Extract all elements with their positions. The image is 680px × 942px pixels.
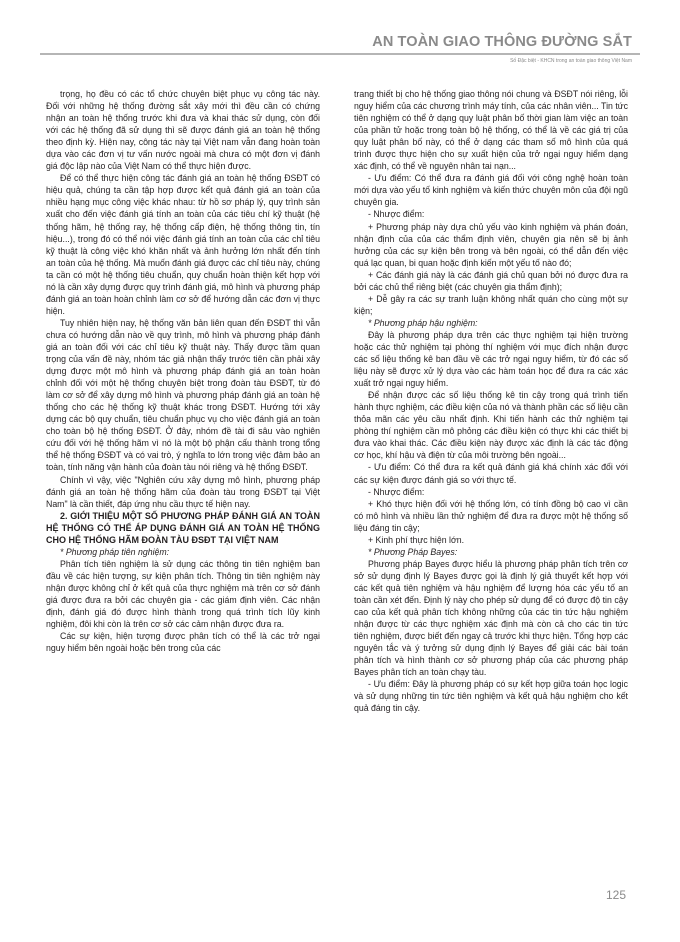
paragraph: Các sự kiện, hiện tượng được phân tích có thể là các trở ngại nguy hiểm bên ngoài hoặc bên trong của các	[46, 631, 320, 654]
paragraph: - Nhược điểm:	[368, 486, 425, 497]
paragraph: trọng, họ đều có các tổ chức chuyên biệt phục vụ công tác này. Đối với những hệ thống đường sắt xây mới thì đều cần có chứng nhận an toàn hệ thống trước khi đưa và khai thác sử dụng, còn đối với các hệ thống đã sử dụng thì sẽ được đánh giá an toàn hệ thống theo định kỳ. Hiện nay, công tác này tại Việt nam vẫn đang hoàn toàn dựa vào các đơn vị tư vấn nước ngoài mà chưa có một đơn vị đánh giá độc lập nào của Việt Nam có thể thực hiện được.	[46, 89, 320, 172]
method-subheading: * Phương pháp tiên nghiệm:	[60, 546, 170, 557]
paragraph: - Ưu điểm: Đây là phương pháp có sự kết hợp giữa toán học logic và sử dụng những tin tức tiên nghiệm và kết quả hậu nghiệm cho kết quả đáng tin cậy.	[354, 679, 628, 714]
header-rule	[40, 53, 640, 55]
section-title: AN TOÀN GIAO THÔNG ĐƯỜNG SẮT	[372, 34, 632, 50]
header-subtitle: Số Đặc biệt - KHCN trong an toàn giao thông Việt Nam	[510, 58, 632, 64]
paragraph: - Ưu điểm: Có thể đưa ra đánh giá đối với công nghệ hoàn toàn mới dựa vào yếu tố kinh nghiệm và kiến thức chuyên môn của đội ngũ chuyên gia.	[354, 173, 628, 208]
left-column	[46, 88, 320, 654]
paragraph: Để có thể thực hiện công tác đánh giá an toàn hệ thống ĐSĐT có hiệu quả, chúng ta cần tập hợp được kết quả đánh giá an toàn của nhiều hạng mục công việc khác nhau: từ hồ sơ pháp lý, quy trình sản xuất cho đến việc đánh giá tính an toàn của các tiêu chí kỹ thuật (hệ thống hãm, hệ thống ray, hệ thống cấp điện, hệ thống thông tin, tín hiệu...), trong đó có thể nói việc đánh giá tính an toàn của các chỉ tiêu kỹ thuật là công việc khó khăn nhất và ảnh hưởng lớn nhất đến tính an toàn của hệ thống. Mà muốn đánh giá được các chỉ tiêu này, chúng ta cần có một hệ thống tiêu chuẩn, quy chuẩn hoàn thiện kết hợp với nó là cần xây dựng được quy trình đánh giá, mô hình và phương pháp đánh giá an toàn hoàn chỉnh làm cơ sở để hướng dẫn các đơn vị thực hiện.	[46, 173, 320, 316]
paragraph: Phân tích tiên nghiệm là sử dụng các thông tin tiên nghiệm ban đầu về các hiện tượng, sự kiện phân tích. Thông tin tiên nghiệm này nhận được không chỉ ở kết quả của thực nghiệm mà trên cơ sở đánh giá được đưa ra bởi các chuyên gia - các giám định viên. Các nhận định, đánh giá đó được hình thành trong quá trình tích lũy kinh nghiệm, đôi khi còn là trên cơ sở các cảm nhận được đưa ra.	[46, 558, 320, 630]
paragraph: Phương pháp Bayes được hiểu là phương pháp phân tích trên cơ sở sử dụng định lý Bayes được gọi là định lý giả thuyết kết hợp với các kết quả tiên nghiệm và hậu nghiệm để lượng hóa các yếu tố an toàn cần xét đến. Định lý này cho phép sử dụng để có được độ tin cậy cao của kết quả phân tích không những của các tin tức hậu nghiệm nhận được từ các thực nghiệm xác định mà còn cả cho các tin tức tiên nghiệm, được biết đến ngay cả trước khi thực hiện. Tổng hợp các nguyên tắc và ý tưởng sử dụng định lý Bayes để giải các bài toán phân tích và hình thành cơ sở phương pháp của các phương pháp Bayes phân tích an toàn chạy tàu.	[354, 558, 628, 678]
method-subheading: * Phương pháp hậu nghiệm:	[368, 317, 478, 328]
page-number: 125	[605, 888, 626, 902]
paragraph: + Các đánh giá này là các đánh giá chủ quan bởi nó được đưa ra bởi các chủ thể riêng biệt (các chuyên gia thẩm định);	[354, 269, 628, 292]
right-column	[354, 88, 628, 714]
paragraph: - Nhược điểm:	[368, 209, 425, 220]
paragraph: - Ưu điểm: Có thể đưa ra kết quả đánh giá khá chính xác đối với các sự kiện được đánh giá so với thực tế.	[354, 462, 628, 485]
paragraph: Đây là phương pháp dựa trên các thực nghiệm tại hiện trường hoặc các thử nghiệm tại phòng thí nghiệm với mục đích nhận được các số liệu thống kê ban đầu về các trở ngại nguy hiểm, từ đó các số liệu này sẽ được xử lý dựa vào các hàm toán học để đưa ra các xác xuất trở ngại nguy hiểm.	[354, 329, 628, 389]
paragraph: + Kinh phí thực hiện lớn.	[368, 534, 464, 545]
method-subheading: * Phương Pháp Bayes:	[368, 546, 458, 557]
paragraph: + Phương pháp này dựa chủ yếu vào kinh nghiệm và phán đoán, nhận định của của các thẩm định viên, chuyên gia nên sẽ bị ảnh hưởng của các sự kiện bên trong và bên ngoài, có thể dẫn đến việc quá lạc quan, bi quan hoặc định kiến một yếu tố nào đó;	[354, 221, 628, 268]
paragraph: Tuy nhiên hiện nay, hệ thống văn bản liên quan đến ĐSĐT thì vẫn chưa có hướng dẫn nào về quy trình, mô hình và phương pháp đánh giá an toàn đối với các chỉ tiêu kỹ thuật này. Thấy được tầm quan trọng của vấn đề này, nhóm tác giả nhận thấy trước tiên cần phải xây dựng được một mô hình và phương pháp đánh giá an toàn hoàn chỉnh đối với một hệ thống chuyên biệt trong đoàn tàu ĐSĐT, từ đó làm cơ sở để xây dựng mô hình và phương pháp đánh giá an toàn hệ thống cho các hệ thống kỹ thuật khác trong ĐSĐT. Hướng tới xây dựng các bộ quy chuẩn, tiêu chuẩn phục vụ cho việc đánh giá an toàn cho toàn bộ hệ thống ĐSĐT. Ở đây, nhóm đề tài đi sâu vào nghiên cứu đối với hệ thống hãm vì nó là một bộ phận cấu thành trong tổng thể hệ thống ĐSĐT và có vai trò, ý nghĩa to lớn trong việc đảm bảo an toàn, tính năng vận hành của đoàn tàu nói riêng và hệ thống ĐSĐT.	[46, 317, 320, 473]
paragraph: Để nhận được các số liệu thống kê tin cậy trong quá trình tiến hành thực nghiệm, các điều kiện của nó và thành phần các số liệu cần thỏa mãn các yêu cầu nhất định. Khi tiến hành các thử nghiệm tại phòng thí nghiệm cần mô phỏng các điều kiện có thực khi các thiết bị đưa vào khai thác. Các điều kiện này được xác định là các tác động cơ học, khí hậu và điện từ của môi trường bên ngoài...	[354, 390, 628, 461]
paragraph: Chính vì vậy, việc "Nghiên cứu xây dựng mô hình, phương pháp đánh giá an toàn hệ thống hãm của đoàn tàu trong ĐSĐT tại Việt Nam" là cần thiết, đáp ứng nhu cầu thực tế hiện nay.	[46, 474, 320, 509]
paragraph: + Khó thực hiện đối với hệ thống lớn, có tính đồng bộ cao vì cần có mô hình và nhiều lần thử nghiệm để đưa ra được một hệ thống số liệu đáng tin cậy;	[354, 498, 628, 533]
paragraph: + Dễ gây ra các sự tranh luận không nhất quán cho cùng một sự kiện;	[354, 293, 628, 316]
section-heading: 2. GIỚI THIỆU MỘT SỐ PHƯƠNG PHÁP ĐÁNH GIÁ AN TOÀN HỆ THỐNG CÓ THỂ ÁP DỤNG ĐÁNH GIÁ AN TOÀN HỆ THỐNG CHO HỆ THỐNG HÃM ĐOÀN TÀU ĐSĐT TẠI VIỆT NAM	[46, 510, 320, 545]
paragraph: trang thiết bị cho hệ thống giao thông nói chung và ĐSĐT nói riêng, lỗi nguy hiểm của các chương trình máy tính, của các nhân viên... Tin tức tiên nghiệm có thể ở dạng quy luật phân bố thời gian làm việc an toàn của phần tử hoặc trong toàn bộ hệ thống, có thể là về các giá trị của quy luật phân bố này, có thể ở dạng các tham số mô hình của quá trình được thực hiện cho sự xuất hiện của trở ngại nguy hiểm dạng xác định, có thể về nguyên nhân tai nạn...	[354, 89, 628, 172]
